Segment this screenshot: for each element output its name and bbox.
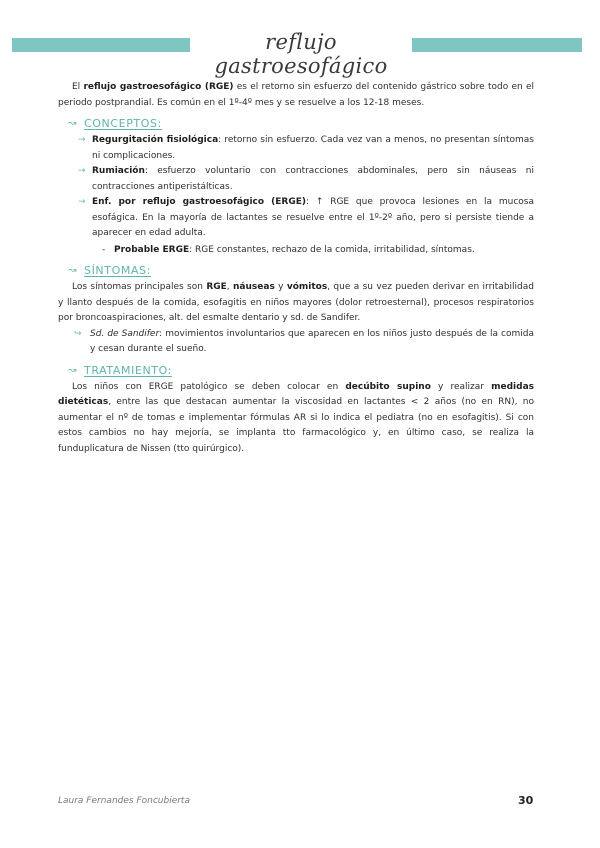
body-text: y realizar: [430, 381, 492, 392]
page-title: reflujo gastroesofágico: [214, 30, 388, 78]
body-text: : movimientos involuntarios que aparecen en los niños justo después de la comida y cesan durante el sueño.: [90, 328, 534, 354]
body-text: , que a su vez pueden derivar en irritabilidad y llanto después de la comida, esofagitis en niños mayores (dolor retroesternal), procesos respiratorios por broncoaspiraciones, alt. del esmalte dentario y sd. de Sandifer.: [58, 282, 534, 323]
body-text: Los síntomas principales son: [72, 282, 207, 292]
concept-text: : esfuerzo voluntario con contracciones abdominales, pero sin náuseas ni contracciones antiperistálticas.: [92, 166, 534, 192]
section-title: TRATAMIENTO:: [84, 363, 172, 377]
page-content: [58, 80, 534, 457]
section-sintomas: [68, 262, 534, 280]
list-item: [78, 195, 534, 242]
squiggle-arrow-icon: ↝: [68, 364, 77, 376]
hook-arrow-icon: ↪: [74, 328, 82, 339]
intro-text: El: [72, 82, 84, 92]
footer-author: Laura Fernandes Foncubierta: [58, 796, 190, 806]
intro-term: reflujo gastroesofágico (RGE): [83, 82, 234, 92]
bold-term: vómitos: [286, 282, 328, 292]
list-item: [78, 133, 534, 164]
page-number: 30: [518, 794, 534, 807]
concept-term: Enf. por reflujo gastroesofágico (ERGE): [92, 197, 306, 207]
header-bar-right: [412, 38, 582, 52]
right-arrow-icon: →: [78, 166, 86, 176]
right-arrow-icon: →: [78, 135, 86, 145]
italic-term: Sd. de Sandifer: [90, 328, 160, 339]
dash-bullet: -: [102, 244, 106, 255]
bold-term: medidas dietéticas: [58, 381, 535, 407]
concept-term: Rumiación: [92, 166, 145, 176]
list-item: [78, 164, 534, 195]
squiggle-arrow-icon: ↝: [68, 118, 77, 130]
section-tratamiento: [68, 362, 534, 380]
tratamiento-paragraph: [58, 380, 534, 458]
body-text: y: [274, 282, 287, 292]
concept-text: : RGE constantes, rechazo de la comida, irritabilidad, síntomas.: [189, 244, 475, 255]
concept-text: : ↑ RGE que provoca lesiones en la mucosa esofágica. En la mayoría de lactantes se resuelve entre el 1º-2º año, pero si persiste tiende a aparecer en edad adulta.: [92, 197, 534, 238]
section-conceptos: [68, 115, 534, 133]
concept-term: Regurgitación fisiológica: [92, 135, 219, 145]
header-bar-left: [12, 38, 190, 52]
section-title: SÍNTOMAS:: [84, 264, 151, 278]
bold-term: náuseas: [233, 282, 275, 292]
body-text: ,: [226, 282, 234, 292]
sandifer-note: [58, 327, 534, 358]
body-text: , entre las que destacan aumentar la viscosidad en lactantes < 2 años (no en RN), no aumentar el nº de tomas e implementar fórmulas AR si lo indica el pediatra (no en esofagitis). Si con estos cambios no hay mejoría, se implanta tto farmacológico y, en último caso, se realiza la funduplicatura de Nissen (tto quirúrgico).: [58, 397, 534, 454]
body-text: Los niños con ERGE patológico se deben colocar en: [72, 381, 346, 392]
intro-paragraph: [58, 80, 534, 111]
concept-text: : retorno sin esfuerzo. Cada vez van a menos, no presentan síntomas ni complicaciones.: [92, 135, 534, 161]
bold-term: RGE: [206, 282, 227, 292]
page-header: [0, 30, 600, 78]
intro-text: es el retorno sin esfuerzo del contenido gástrico sobre todo en el periodo postprandial. Es común en el 1º-4º mes y se resuelve a los 12-18 meses.: [58, 82, 534, 108]
section-title: CONCEPTOS:: [84, 117, 162, 131]
right-arrow-icon: →: [78, 197, 86, 207]
bold-term: decúbito supino: [345, 381, 431, 392]
squiggle-arrow-icon: ↝: [68, 265, 77, 277]
sintomas-paragraph: [58, 280, 534, 327]
conceptos-list: [58, 133, 534, 242]
concept-term: Probable ERGE: [114, 244, 190, 255]
sub-item: [58, 243, 534, 259]
